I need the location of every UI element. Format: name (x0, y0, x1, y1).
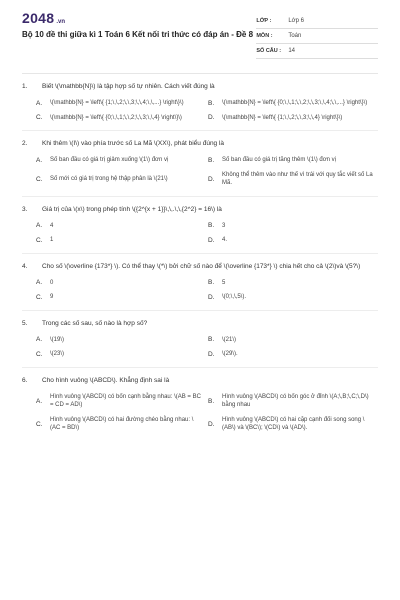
exam-title: Bộ 10 đề thi giữa kì 1 Toán 6 Kết nối tri thức có đáp án - Đề 8 (22, 30, 254, 39)
logo-main-text: 2048 (22, 10, 55, 26)
answer-option[interactable] (36, 416, 208, 433)
option-letter: B. (208, 222, 215, 230)
question-divider (22, 130, 378, 131)
question-text: Khi thêm \(I\) vào phía trước số La Mã \(XX\), phát biểu đúng là (42, 140, 225, 147)
option-letter: C. (36, 114, 43, 122)
question-divider (22, 310, 378, 311)
option-text: \(29\). (222, 351, 238, 357)
question-item (22, 139, 378, 197)
option-letter: C. (36, 293, 43, 301)
answer-option[interactable] (36, 350, 208, 359)
meta-label: LỚP : (256, 18, 272, 24)
option-letter: D. (208, 350, 215, 358)
option-letter: D. (208, 236, 215, 244)
option-text: \(\mathbb{N} = \left\{ {1;\,\,2;\,\,3;\,\,4;\,\,...} \right\}\) (50, 100, 184, 106)
question-text: Biết \(\mathbb{N}\) là tập hợp số tự nhiên. Cách viết đúng là (42, 83, 215, 90)
option-text: \(\mathbb{N} = \left\{ {0;\,\,1;\,\,2;\,\,3;\,\,4;\,\,...} \right\}\) (222, 100, 368, 106)
answer-option[interactable] (208, 336, 380, 345)
option-letter: A. (36, 397, 43, 405)
option-text: 9 (50, 294, 54, 300)
meta-value: Lớp 6 (288, 18, 304, 24)
option-text: Hình vuông \(ABCD\) có hai đường chéo bằng nhau: \(AC = BD\) (50, 416, 194, 431)
option-text: Số ban đầu có giá trị tăng thêm \(1\) đơn vị (222, 157, 336, 163)
answer-option[interactable] (208, 293, 380, 302)
option-letter: C. (36, 350, 43, 358)
answer-option[interactable] (208, 114, 380, 123)
option-text: Số mới có giá trị trong hệ thập phân là \(21\) (50, 175, 168, 182)
option-text: 1 (50, 237, 54, 243)
option-text: Không thể thêm vào như thế vì trái với quy tắc viết số La Mã. (222, 171, 373, 186)
question-line (22, 376, 378, 385)
option-letter: B. (208, 336, 215, 344)
question-number: 4. (22, 262, 28, 270)
site-logo[interactable] (22, 10, 256, 26)
question-line (22, 205, 378, 214)
answer-option[interactable] (208, 236, 380, 245)
answer-option[interactable] (36, 293, 208, 302)
option-text: \(0;\,\,5\). (222, 294, 247, 300)
question-line (22, 319, 378, 328)
meta-row-count (256, 44, 378, 59)
brand-title-block (22, 10, 256, 40)
option-letter: C. (36, 420, 43, 428)
option-text: Hình vuông \(ABCD\) có bốn góc ở đỉnh \(A;\,B;\,C;\,D\) bằng nhau (222, 393, 369, 408)
option-letter: B. (208, 156, 215, 164)
logo-domain-text: .vn (56, 19, 66, 25)
answer-option[interactable] (36, 171, 208, 188)
option-text: Hình vuông \(ABCD\) có hai cặp cạnh đối song song \(AB\) và \(BC\); \(CD\) và \(AD\). (222, 416, 365, 431)
answer-options (36, 336, 378, 359)
option-text: 0 (50, 279, 54, 286)
option-letter: C. (36, 236, 43, 244)
question-number: 5. (22, 319, 28, 327)
option-letter: A. (36, 156, 43, 164)
option-text: 4 (50, 222, 54, 229)
answer-option[interactable] (36, 279, 208, 288)
option-text: \(23\) (50, 351, 65, 357)
question-text: Trong các số sau, số nào là hợp số? (42, 319, 148, 327)
option-text: Hình vuông \(ABCD\) có bốn cạnh bằng nhau: \(AB = BC = CD = AD\) (50, 393, 201, 408)
exam-meta (256, 14, 378, 59)
option-letter: B. (208, 99, 215, 107)
answer-option[interactable] (208, 222, 380, 231)
option-letter: A. (36, 336, 43, 344)
answer-option[interactable] (208, 393, 380, 410)
option-letter: D. (208, 420, 215, 428)
option-text: 4. (222, 237, 228, 243)
question-item (22, 262, 378, 311)
answer-option[interactable] (36, 99, 208, 108)
option-text: \(\mathbb{N} = \left\{ {1;\,\,2;\,\,3;\,\,4} \right\}\) (222, 114, 343, 121)
question-line (22, 82, 378, 91)
answer-option[interactable] (208, 279, 380, 288)
question-list (22, 82, 378, 433)
meta-label: MÔN : (256, 33, 273, 39)
option-text: \(19\) (50, 336, 65, 343)
option-letter: A. (36, 99, 43, 107)
question-line (22, 139, 378, 148)
question-text: Cho số \(\overline {173*} \). Có thể thay \(*\) bởi chữ số nào để \(\overline {173*} \) chia hết cho cả \(2\)và \(5?\) (42, 262, 361, 270)
answer-option[interactable] (208, 156, 380, 165)
meta-label: SỐ CÂU : (256, 48, 282, 54)
question-number: 2. (22, 140, 28, 147)
question-text: Giá trị của \(x\) trong phép tính \({2^{x + 1}}\,\,.\,\,{2^2} = 16\) là (42, 205, 222, 213)
question-divider (22, 196, 378, 197)
answer-options (36, 222, 378, 245)
question-item (22, 82, 378, 131)
meta-value: 14 (288, 48, 296, 54)
question-item (22, 319, 378, 368)
question-text: Cho hình vuông \(ABCD\). Khẳng định sai là (42, 376, 170, 384)
option-letter: D. (208, 175, 215, 183)
answer-option[interactable] (36, 156, 208, 165)
option-text: \(21\) (222, 336, 237, 343)
option-letter: D. (208, 114, 215, 122)
answer-option[interactable] (208, 350, 380, 359)
answer-options (36, 99, 378, 122)
option-letter: A. (36, 222, 43, 230)
question-divider (22, 253, 378, 254)
answer-option[interactable] (36, 336, 208, 345)
meta-row-subject (256, 29, 378, 44)
answer-option[interactable] (36, 393, 208, 410)
question-number: 3. (22, 205, 28, 213)
question-number: 6. (22, 376, 28, 384)
option-text: \(\mathbb{N} = \left\{ {0;\,\,1;\,\,2;\,\,3;\,\,4} \right\}\) (50, 114, 182, 121)
meta-row-class (256, 14, 378, 29)
question-number: 1. (22, 83, 28, 90)
option-text: 5 (222, 279, 226, 286)
option-text: 3 (222, 222, 226, 229)
option-text: Số ban đầu có giá trị giảm xuống \(1\) đơn vị (50, 157, 169, 163)
option-letter: B. (208, 397, 215, 405)
option-letter: B. (208, 279, 215, 287)
answer-option[interactable] (208, 416, 380, 433)
question-item (22, 376, 378, 433)
option-letter: D. (208, 293, 215, 301)
option-letter: C. (36, 175, 43, 183)
question-divider (22, 367, 378, 368)
header (22, 10, 378, 59)
question-line (22, 262, 378, 271)
answer-option[interactable] (36, 114, 208, 123)
answer-options (36, 279, 378, 302)
answer-option[interactable] (208, 171, 380, 188)
answer-option[interactable] (208, 99, 380, 108)
answer-option[interactable] (36, 236, 208, 245)
answer-option[interactable] (36, 222, 208, 231)
option-letter: A. (36, 279, 43, 287)
answer-options (36, 393, 378, 433)
meta-value: Toán (288, 33, 302, 39)
question-item (22, 205, 378, 254)
answer-options (36, 156, 378, 188)
header-divider (22, 73, 378, 74)
